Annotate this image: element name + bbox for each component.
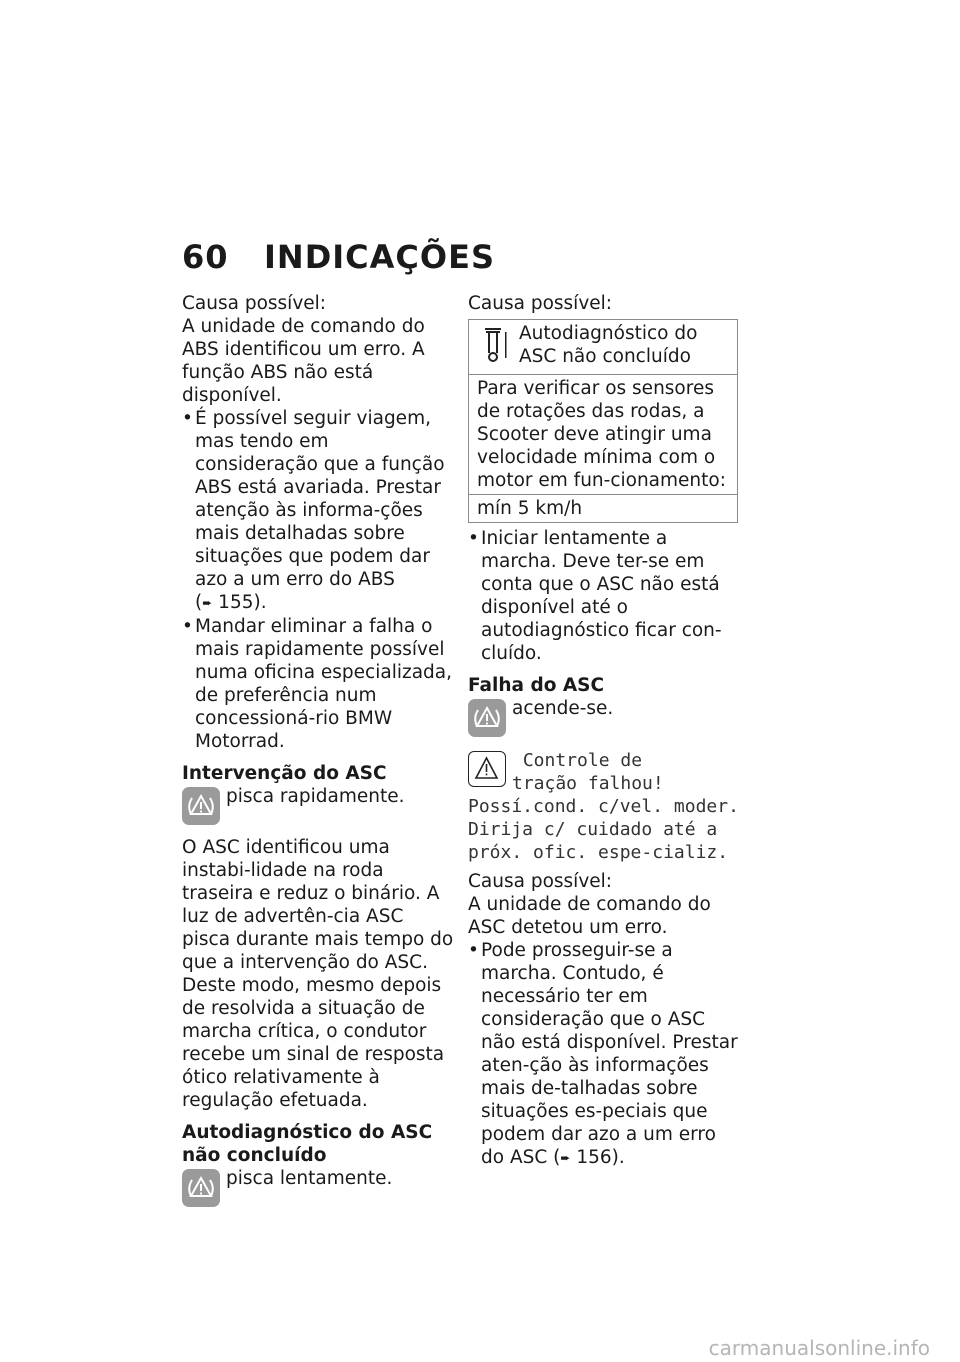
icon-line	[468, 697, 740, 737]
page-number: 60	[182, 238, 229, 276]
page-reference[interactable]: 156	[576, 1147, 612, 1168]
diagnostic-gauge-icon	[481, 326, 509, 370]
display-line: Possí.cond. c/vel. moder. Dirija c/ cuidado até a próx. ofic. espe-cializ.	[468, 796, 739, 863]
table-header	[469, 320, 737, 374]
icon-line	[182, 1167, 454, 1207]
table-value: mín 5 km/h	[469, 494, 737, 522]
page-title: INDICAÇÕES	[264, 238, 495, 276]
display-message-head	[468, 749, 740, 795]
section-heading: Intervenção do ASC	[182, 763, 387, 784]
section-heading: Autodiagnóstico do ASC não concluído	[182, 1122, 433, 1166]
cause-label: Causa possível:	[182, 293, 327, 314]
icon-caption: pisca lentamente.	[226, 1168, 393, 1189]
asc-warning-icon	[182, 1169, 220, 1207]
bullet-item	[468, 939, 740, 1170]
right-column	[468, 292, 740, 1170]
icon-caption: pisca rapidamente.	[226, 786, 405, 807]
bullet-text: Iniciar lentamente a marcha. Deve ter-se em conta que o ASC não está disponível até o autodiagnóstico ficar con-cluído.	[481, 528, 722, 664]
reference-arrow-icon: ➨	[202, 596, 213, 610]
bullet-item	[468, 527, 740, 665]
info-table	[468, 319, 738, 523]
bullet-item	[182, 407, 454, 615]
icon-caption: acende-se.	[512, 698, 614, 719]
bullet-text-end: ).	[253, 592, 267, 613]
bullet-text: É possível seguir viagem, mas tendo em consideração que a função ABS está avariada. Prestar atenção às informa-ções mais detalhadas sobre situações que podem dar azo a um erro do ABS (	[195, 408, 445, 613]
asc-warning-icon	[182, 787, 220, 825]
warning-triangle-icon	[468, 751, 506, 787]
left-column	[182, 292, 454, 1207]
reference-arrow-icon: ➨	[560, 1151, 571, 1165]
bullet-text: Pode prosseguir-se a marcha. Contudo, é necessário ter em consideração que o ASC não está disponível. Prestar aten-ção às informações mais de-talhadas sobre situações es-peciais que podem dar azo a um erro do ASC (	[481, 940, 738, 1168]
bullet-text: Mandar eliminar a falha o mais rapidamente possível numa oficina especializada, de preferência num concessioná-rio BMW Motorrad.	[195, 616, 452, 752]
cause-label: Causa possível:	[468, 871, 613, 892]
display-line: Controle de	[512, 750, 643, 771]
cause-label: Causa possível:	[468, 293, 613, 314]
section-heading: Falha do ASC	[468, 675, 605, 696]
page-reference[interactable]: 155	[218, 592, 254, 613]
icon-line	[182, 785, 454, 825]
table-title: Autodiagnóstico do ASC não concluído	[519, 323, 698, 367]
asc-warning-icon	[468, 699, 506, 737]
cause-text: A unidade de comando do ABS identificou um erro. A função ABS não está disponível.	[182, 316, 425, 406]
bullet-item	[182, 615, 454, 753]
page-header	[182, 238, 495, 276]
table-body: Para verificar os sensores de rotações das rodas, a Scooter deve atingir uma velocidade mínima com o motor em fun-cionamento:	[469, 374, 737, 494]
asc-paragraph: O ASC identificou uma instabi-lidade na roda traseira e reduz o binário. A luz de advertên-cia ASC pisca durante mais tempo do que a intervenção do ASC. Deste modo, mesmo depois de resolvida a situação de marcha crítica, o condutor recebe um sinal de resposta ótico relativamente à regulação efetuada.	[182, 837, 454, 1111]
cause-text: A unidade de comando do ASC detetou um erro.	[468, 894, 711, 938]
display-message	[468, 749, 740, 864]
bullet-text-end: ).	[611, 1147, 625, 1168]
display-line: tração falhou!	[512, 773, 664, 794]
watermark[interactable]: carmanualsonline.info	[708, 1336, 930, 1360]
